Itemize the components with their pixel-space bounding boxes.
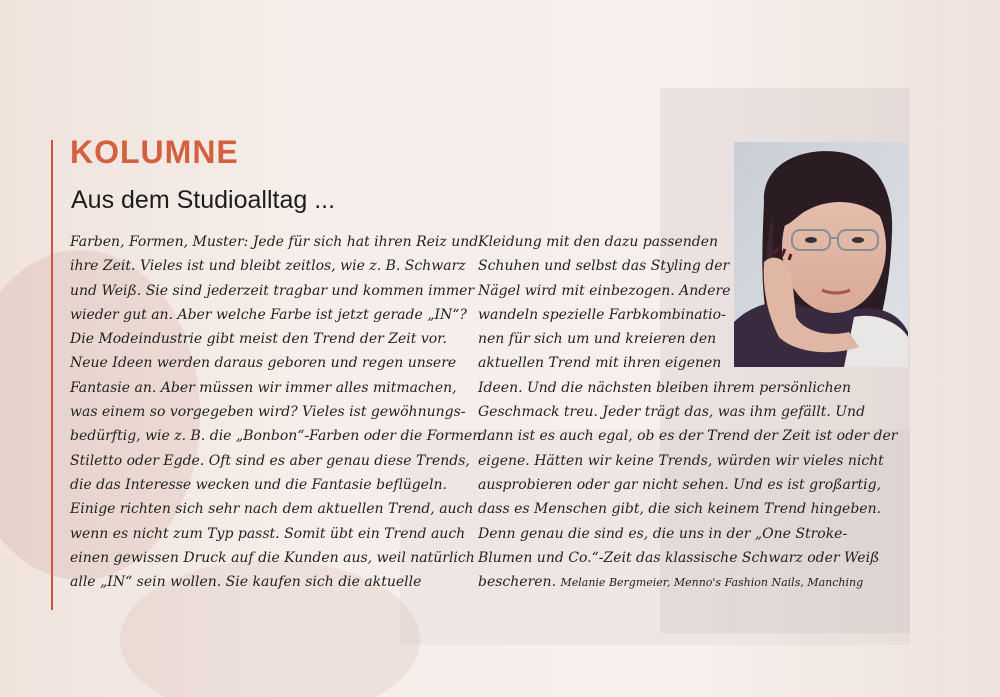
text-line: was einem so vorgegeben wird? Vieles ist gewöhnungs- <box>70 404 466 421</box>
last-line-text: bescheren. <box>478 574 557 591</box>
article-title: Aus dem Studioalltag ... <box>71 186 336 214</box>
text-line: Nägel wird mit einbezogen. Andere <box>478 282 731 299</box>
text-line: Fantasie an. Aber müssen wir immer alles mitmachen, <box>70 379 457 396</box>
text-line: Die Modeindustrie gibt meist den Trend der Zeit vor. <box>70 331 447 348</box>
text-line: nen für sich um und kreieren den <box>478 331 717 348</box>
text-line: Einige richten sich sehr nach dem aktuellen Trend, auch <box>70 501 474 518</box>
author-photo <box>734 142 908 367</box>
text-line: alle „IN“ sein wollen. Sie kaufen sich die aktuelle <box>70 574 422 591</box>
text-line: Neue Ideen werden daraus geboren und regen unsere <box>70 355 457 372</box>
text-line: aktuellen Trend mit ihren eigenen <box>478 355 722 372</box>
author-portrait-image <box>734 142 908 367</box>
text-line: Blumen und Co.“-Zeit das klassische Schwarz oder Weiß <box>478 549 880 566</box>
text-line: Ideen. Und die nächsten bleiben ihrem persönlichen <box>478 379 851 396</box>
text-line: ihre Zeit. Vieles ist und bleibt zeitlos, wie z. B. Schwarz <box>70 258 466 275</box>
text-line: Kleidung mit den dazu passenden <box>478 234 719 250</box>
text-line: Schuhen und selbst das Styling der <box>478 258 730 275</box>
text-line: Denn genau die sind es, die uns in der „One Stroke- <box>478 525 848 542</box>
article-column-1 <box>70 230 482 594</box>
text-line: Geschmack treu. Jeder trägt das, was ihm gefällt. Und <box>478 404 866 421</box>
text-line: Stiletto oder Egde. Oft sind es aber genau diese Trends, <box>70 452 470 469</box>
text-line: wandeln spezielle Farbkombinatio- <box>478 306 726 323</box>
text-line: einen gewissen Druck auf die Kunden aus, weil natürlich <box>70 549 475 566</box>
author-signature: Melanie Bergmeier, Menno's Fashion Nails, Manching <box>560 576 864 590</box>
text-line: wieder gut an. Aber welche Farbe ist jetzt gerade „IN“? <box>70 306 467 323</box>
text-line: Farben, Formen, Muster: Jede für sich hat ihren Reiz und <box>70 234 479 250</box>
text-line: eigene. Hätten wir keine Trends, würden wir vieles nicht <box>478 452 884 469</box>
text-line: ausprobieren oder gar nicht sehen. Und es ist großartig, <box>478 476 882 493</box>
text-line: wenn es nicht zum Typ passt. Somit übt ein Trend auch <box>70 525 466 542</box>
text-line: bedürftig, wie z. B. die „Bonbon“-Farben oder die Formen <box>70 428 482 445</box>
text-line: die das Interesse wecken und die Fantasie beflügeln. <box>70 476 447 493</box>
section-kicker: KOLUMNE <box>70 134 239 170</box>
text-line: dann ist es auch egal, ob es der Trend der Zeit ist oder der <box>478 428 898 445</box>
accent-bar <box>51 140 53 610</box>
text-line: und Weiß. Sie sind jederzeit tragbar und kommen immer <box>70 282 475 299</box>
last-text-line <box>478 570 878 594</box>
text-line: dass es Menschen gibt, die sich keinem Trend hingeben. <box>478 501 882 518</box>
